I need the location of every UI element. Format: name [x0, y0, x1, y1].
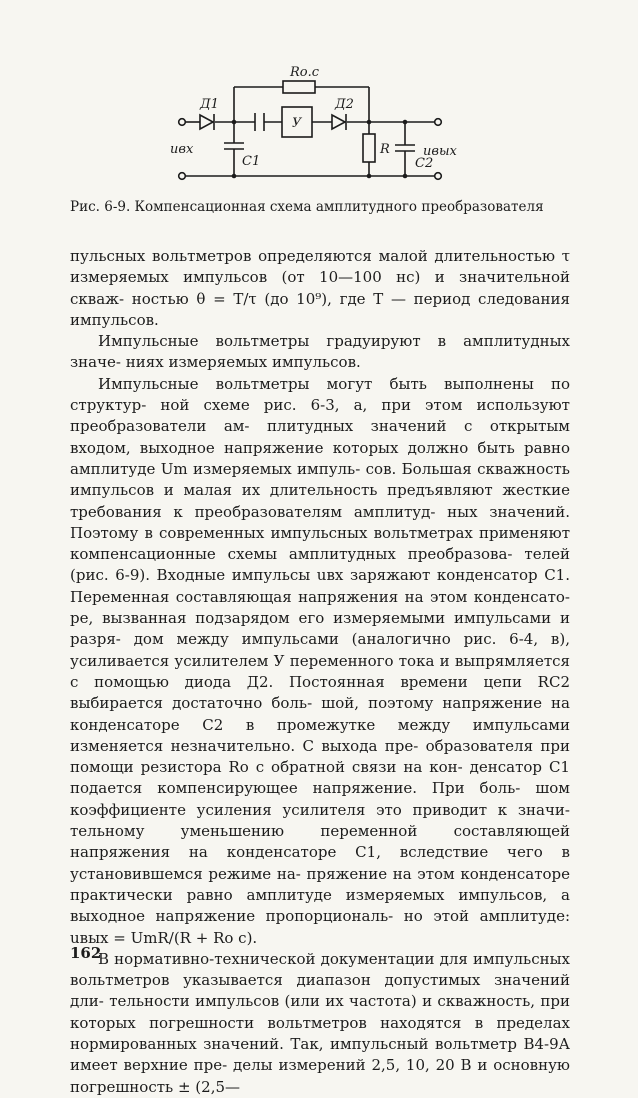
paragraph: [70, 949, 570, 1098]
page-number: 162: [70, 944, 102, 962]
text-line: тельности импульсов (или их частота) и скважность, при которых: [70, 992, 570, 1032]
text-line: ной схеме рис. 6-3, а, при этом используют преобразователи ам-: [70, 396, 570, 436]
label-r: R: [380, 142, 390, 157]
text-line: Д2. Постоянная времени цепи RC2 выбирается достаточно боль-: [70, 672, 570, 713]
label-c1: C1: [242, 154, 261, 169]
text-line: но этой амплитуде: uвых = UmR/(R + Rо с).: [70, 907, 570, 947]
label-d2: Д2: [335, 97, 354, 112]
text-line: образователя при помощи резистора Rо с обратной связи на кон-: [70, 736, 570, 777]
text-line: шом коэффициенте усиления усилителя это приводит к значи-: [70, 779, 570, 819]
label-u-out: uвых: [423, 144, 457, 159]
text-line: ных значений. Поэтому в современных импульсных вольтметрах: [70, 502, 570, 542]
paragraph: [70, 374, 570, 949]
text-line: денсатор C1 подается компенсирующее напряжение. При боль-: [70, 758, 570, 798]
text-line: вольтметров указывается диапазон допустимых значений дли-: [70, 971, 570, 1011]
text-line: шой, поэтому напряжение на конденсаторе C2 в промежутке: [70, 694, 570, 734]
text-line: Импульсные вольтметры градуируют в амплитудных значе-: [70, 332, 570, 372]
text-line: которых должно быть равно амплитуде Um измеряемых импуль-: [70, 438, 570, 478]
text-line: между импульсами изменяется незначительно. С выхода пре-: [70, 715, 570, 755]
text-line: ниях измеряемых импульсов.: [125, 353, 361, 372]
figure-caption: Рис. 6-9. Компенсационная схема амплитудного преобразователя: [70, 199, 544, 215]
text-line: В нормативно-технической документации для импульсных: [98, 949, 570, 968]
text-line: предъявляют жесткие требования к преобразователям амплитуд-: [70, 481, 570, 521]
text-line: погрешности вольтметров находятся в пределах нормированных: [70, 1013, 570, 1053]
text-line: ре, вызванная подзарядом его измеряемыми импульсами и разря-: [70, 609, 570, 649]
text-line: значений. Так, импульсный вольтметр В4-9А имеет верхние пре-: [70, 1034, 570, 1075]
text-line: применяют компенсационные схемы амплитудных преобразова-: [70, 523, 570, 564]
paragraph: [70, 331, 570, 374]
label-u-in: uвх: [170, 142, 194, 157]
text-line: усилителем У переменного тока и выпрямляется с помощью диода: [70, 651, 570, 691]
text-line: делы измерений 2,5, 10, 20 В и основную погрешность ± (2,5—: [70, 1056, 570, 1096]
text-line: плитудных значений с открытым входом, выходное напряжение: [70, 417, 570, 457]
label-c2: C2: [415, 156, 434, 171]
text-line: Импульсные вольтметры могут быть выполнены по структур-: [70, 374, 570, 415]
text-line: пульсных вольтметров определяются малой длительностью τ: [70, 247, 570, 265]
text-line: дом между импульсами (аналогично рис. 6-4, в), усиливается: [70, 630, 570, 670]
text-line: телей (рис. 6-9). Входные импульсы uвх заряжают конденсатор: [70, 545, 570, 585]
circuit-diagram: [160, 55, 460, 195]
text-line: конденсаторе C1, вследствие чего в установившемся режиме на-: [70, 843, 570, 883]
text-line: тельному уменьшению переменной составляющей напряжения на: [70, 822, 570, 862]
label-d1: Д1: [200, 97, 219, 112]
text-line: C1. Переменная составляющая напряжения на этом конденсато-: [70, 566, 570, 606]
text-line: измеряемых импульсов (от 10—100 нс) и значительной скваж-: [70, 268, 570, 308]
label-roc: Rо.с: [290, 65, 320, 80]
label-amplifier: У: [292, 116, 302, 131]
text-line: пряжение на этом конденсаторе практически равно амплитуде: [70, 864, 570, 904]
paragraph: [70, 246, 570, 331]
text-line: сов. Большая скважность импульсов и малая их длительность: [70, 459, 570, 500]
body-text: [70, 246, 570, 1098]
text-line: измеряемых импульсов, а выходное напряжение пропорциональ-: [70, 885, 570, 926]
text-line: ностью θ = T/τ (до 10⁹), где T — период следования импульсов.: [70, 289, 570, 329]
